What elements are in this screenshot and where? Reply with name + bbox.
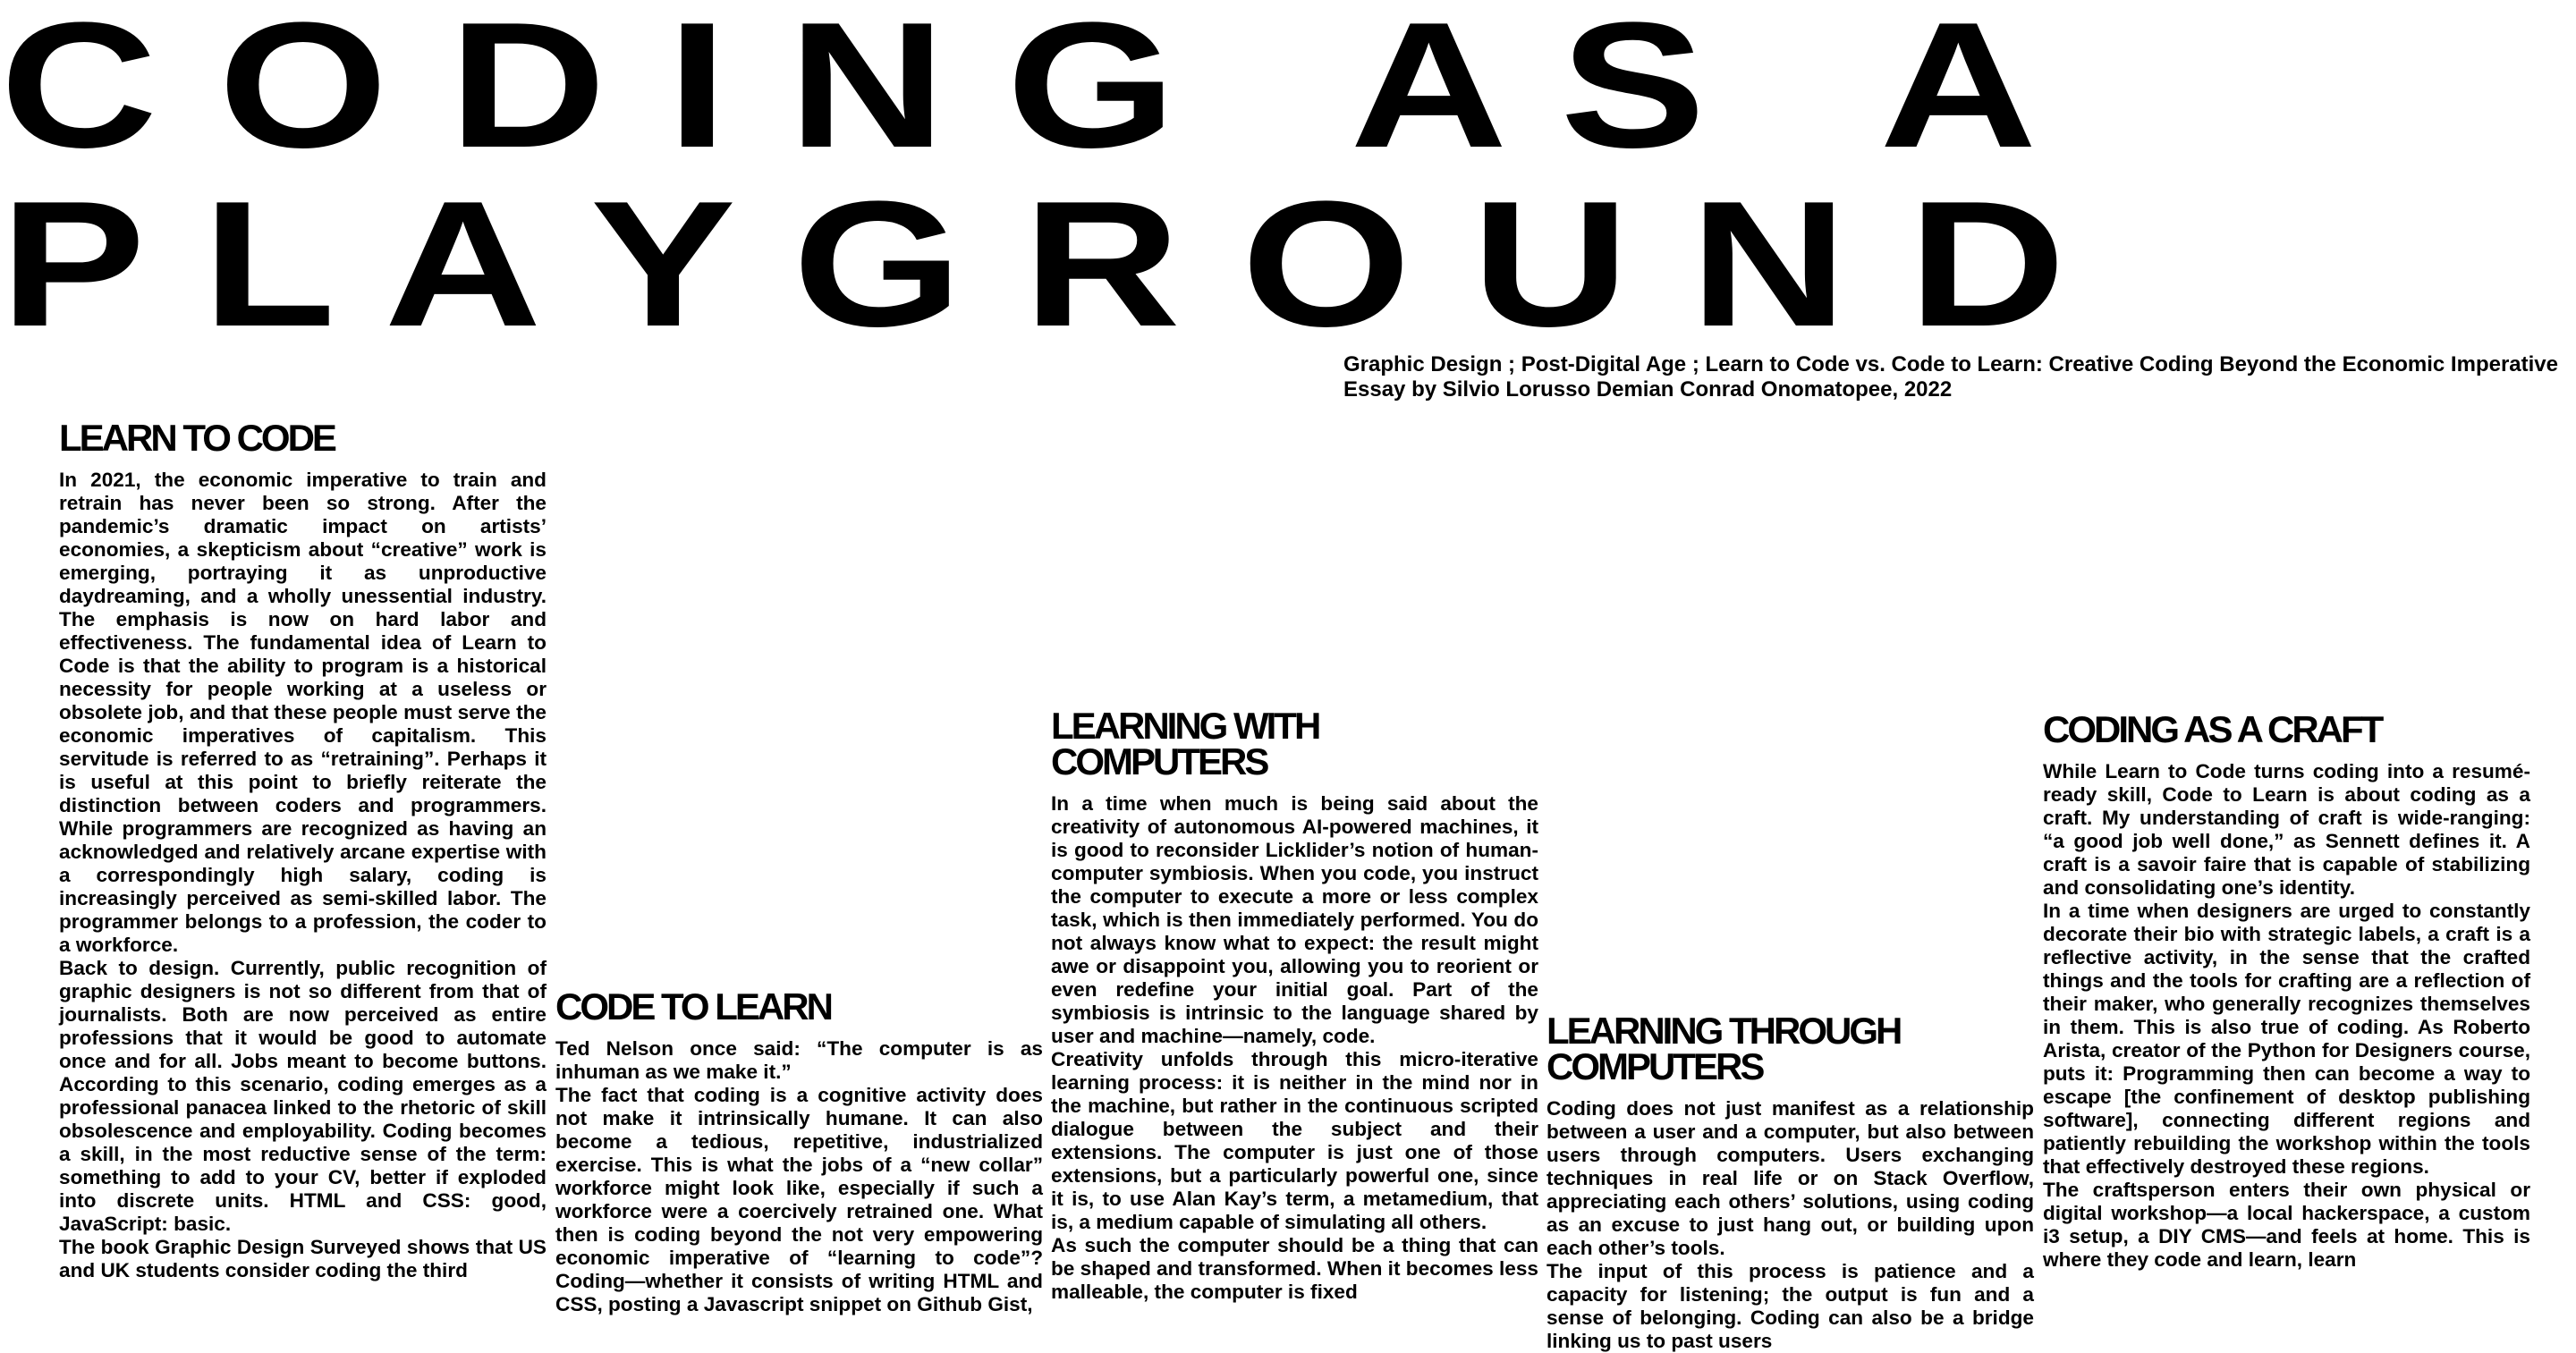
section-paragraph: The book Graphic Design Surveyed shows that US and UK students consider coding the third bbox=[59, 1236, 547, 1281]
page-title-text-2: P L A Y G R O U N D bbox=[0, 165, 2066, 364]
article-tags: Graphic Design ; Post-Digital Age ; Learn to Code vs. Code to Learn: Creative Coding Beyond the Economic Imperative bbox=[1343, 352, 2558, 376]
section-learning-through-computers bbox=[1546, 1010, 2034, 1353]
section-paragraph: The input of this process is patience and a capacity for listening; the output is fun and a sense of belonging. Coding can also be a bridge linking us to past users bbox=[1546, 1260, 2034, 1352]
section-paragraph: In a time when designers are urged to constantly decorate their bio with strategic labels, a craft is a reflective activity, in the sense that the crafted things and the tools for crafting are a reflection of their maker, who generally recognizes themselves in them. This is also true of coding. As Roberto Arista, creator of the Python for Designers course, puts it: Programming then can become a way to escape [the confinement of desktop publishing software], connecting different regions and patiently rebuilding the workshop within the tools that effectively destroyed these regions. bbox=[2043, 900, 2530, 1178]
article-credit: Essay by Silvio Lorusso Demian Conrad Onomatopee, 2022 bbox=[1343, 377, 1953, 402]
section-heading: LEARNING WITH COMPUTERS bbox=[1051, 705, 1319, 782]
article-meta bbox=[1343, 352, 2558, 402]
section-heading: CODING AS A CRAFT bbox=[2043, 708, 2382, 750]
section-coding-as-a-craft bbox=[2043, 708, 2530, 1272]
section-paragraph: As such the computer should be a thing that can be shaped and transformed. When it becomes less malleable, the computer is fixed bbox=[1051, 1234, 1538, 1303]
section-heading: LEARNING THROUGH COMPUTERS bbox=[1546, 1010, 1901, 1087]
section-paragraph: The craftsperson enters their own physical or digital workshop—a local hackerspace, a custom i3 setup, a DIY CMS—and feels at home. This is where they code and learn, learn bbox=[2043, 1179, 2530, 1271]
section-learning-with-computers bbox=[1051, 705, 1538, 1304]
section-code-to-learn bbox=[555, 985, 1043, 1316]
section-paragraph: In a time when much is being said about the creativity of autonomous AI-powered machines, it is good to reconsider Licklider’s notion of human-computer symbiosis. When you code, you instruct the computer to execute a more or less complex task, which is then immediately performed. You do not always know what to expect: the result might awe or disappoint you, allowing you to reorient or even redefine your initial goal. Part of the symbiosis is intrinsic to the language shared by user and machine—namely, code. bbox=[1051, 792, 1538, 1047]
page-title-text-1: C O D I N G A S A bbox=[0, 0, 2038, 185]
section-paragraph: While Learn to Code turns coding into a resumé-ready skill, Code to Learn is about coding as a craft. My understanding of craft is wide-ranging: “a good job well done,” as Sennett defines it. A craft is a savoir faire that is capable of stabilizing and consolidating one’s identity. bbox=[2043, 760, 2530, 899]
section-learn-to-code bbox=[59, 417, 547, 1282]
page-title-line-1 bbox=[0, 0, 2576, 185]
section-paragraph: The fact that coding is a cognitive activity does not make it intrinsically humane. It can also become a tedious, repetitive, industrialized exercise. This is what the jobs of a “new collar” workforce might look like, especially if such a workforce were a coercively retrained one. What then is coding beyond the not very empowering economic imperative of “learning to code”? Coding—whether it consists of writing HTML and CSS, posting a Javascript snippet on Github Gist, bbox=[555, 1084, 1043, 1315]
section-paragraph: In 2021, the economic imperative to train and retrain has never been so strong. After the pandemic’s dramatic impact on artists’ economies, a skepticism about “creative” work is emerging, portraying it as unproductive daydreaming, and a wholly unessential industry. The emphasis is now on hard labor and effectiveness. The fundamental idea of Learn to Code is that the ability to program is a historical necessity for people working at a useless or obsolete job, and that these people must serve the economic imperatives of capitalism. This servitude is referred to as “retraining”. Perhaps it is useful at this point to briefly reiterate the distinction between coders and programmers. While programmers are recognized as having an acknowledged and relatively arcane expertise with a correspondingly high salary, coding is increasingly perceived as semi-skilled labor. The programmer belongs to a profession, the coder to a workforce. bbox=[59, 469, 547, 956]
section-heading: LEARN TO CODE bbox=[59, 417, 335, 459]
section-paragraph: Ted Nelson once said: “The computer is as inhuman as we make it.” bbox=[555, 1037, 1043, 1083]
section-paragraph: Creativity unfolds through this micro-iterative learning process: it is neither in the mind nor in the machine, but rather in the continuous scripted dialogue between the subject and their extensions. The computer is just one of those extensions, but a particularly powerful one, since it is, to use Alan Kay’s term, a metamedium, that is, a medium capable of simulating all others. bbox=[1051, 1048, 1538, 1233]
section-paragraph: Back to design. Currently, public recognition of graphic designers is not so different from that of journalists. Both are now perceived as entire professions that it would be good to automate once and for all. Jobs meant to become buttons. According to this scenario, coding emerges as a professional panacea linked to the rhetoric of skill obsolescence and employability. Coding becomes a skill, in the most reductive sense of the term: something to add to your CV, better if exploded into discrete units. HTML and CSS: good, JavaScript: basic. bbox=[59, 957, 547, 1235]
section-heading: CODE TO LEARN bbox=[555, 985, 831, 1027]
section-paragraph: Coding does not just manifest as a relationship between a user and a computer, but also between users through computers. Users exchanging techniques in real life or on Stack Overflow, appreciating each others’ solutions, using coding as an excuse to just hang out, or building upon each other’s tools. bbox=[1546, 1097, 2034, 1259]
